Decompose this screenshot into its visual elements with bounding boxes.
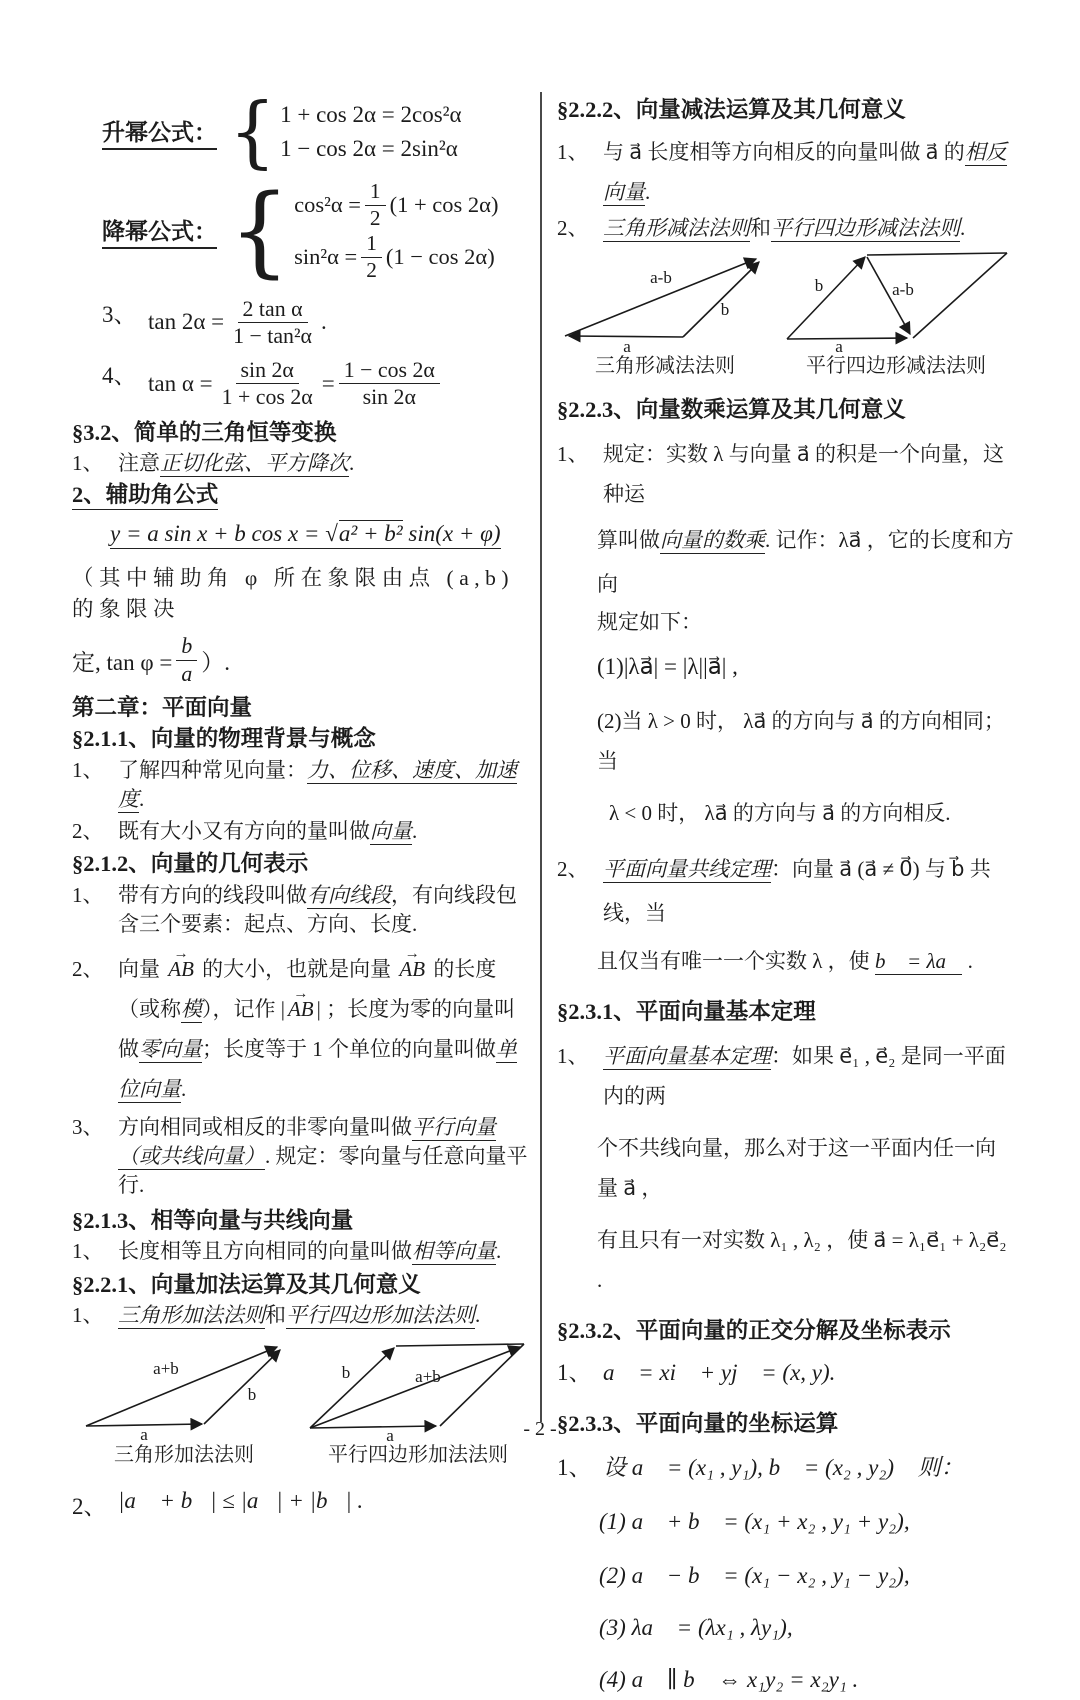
text: . <box>349 451 355 476</box>
underlined-term: 三角形减法法则 <box>603 216 750 240</box>
item-number: 1、 <box>557 1455 592 1480</box>
numerator: sin 2α <box>236 357 299 384</box>
aux-angle-formula-wrap <box>110 521 534 547</box>
fraction <box>228 296 317 349</box>
tan-double-angle-item <box>102 296 534 349</box>
underlined-term: 相等向量 <box>412 1238 496 1263</box>
section-2-2-2-heading: §2.2.2、向量减法运算及其几何意义 <box>557 97 906 122</box>
fraction <box>361 231 382 283</box>
vector-b-label: b <box>341 1362 351 1382</box>
text: 定, tan φ = <box>72 649 173 675</box>
formula-text: (1 + cos 2α) <box>389 192 499 218</box>
scalar-property-2b: λ < 0 时， λa⃗ 的方向与 a⃗ 的方向相反. <box>609 801 951 825</box>
vector-AB: AB → <box>168 949 194 989</box>
left-brace: { <box>229 174 291 289</box>
denominator: a <box>181 661 193 686</box>
numerator: 1 <box>365 179 386 206</box>
denominator: sin 2α <box>362 385 416 410</box>
text: 和 <box>750 216 771 240</box>
text: 向量 <box>118 956 166 981</box>
text: 了解四种常见向量： <box>118 757 307 782</box>
vector-diff-label: a-b <box>892 280 914 299</box>
coordinate-op-2: (2) a⃗ − b⃗ = (x₁ − x₂ , y₁ − y₂), <box>599 1563 910 1588</box>
subtraction-diagrams <box>559 249 1015 377</box>
text: 注意 <box>118 451 160 476</box>
aux-angle-note-line1: （其中辅助角 φ 所在象限由点 (a,b) 的象限决 <box>72 566 515 622</box>
vector-magnitude-item <box>72 949 534 1109</box>
triangle-subtraction-diagram <box>559 249 771 355</box>
underlined-term: 零向量 <box>139 1036 202 1061</box>
formula-text: sin(x + φ) <box>402 521 501 547</box>
parallelogram-subtraction-figure <box>781 249 1011 377</box>
text: 与 a⃗ 长度相等方向相反的向量叫做 a⃗ 的 <box>603 140 965 164</box>
formula-line <box>294 231 498 283</box>
formula-text: y = a sin x + b cos x = <box>110 521 326 547</box>
vector-a-label: a <box>140 1424 148 1444</box>
scalar-multiplication-item <box>557 434 1015 514</box>
column-divider <box>540 92 542 1422</box>
section-2-3-3-heading: §2.3.3、平面向量的坐标运算 <box>557 1411 839 1436</box>
radicand: a² + b² <box>338 521 403 547</box>
numerator: 2 tan α <box>238 296 308 323</box>
list-item <box>72 1113 534 1200</box>
text: 的大小，也就是向量 <box>196 956 397 981</box>
page-number: - 2 - <box>523 1418 557 1440</box>
chapter-2-heading: 第二章：平面向量 <box>72 694 253 720</box>
text: | ；长度为零的向量叫做 <box>118 996 516 1061</box>
item-number: 2、 <box>72 1493 107 1519</box>
text: 算叫做 <box>597 528 660 552</box>
item-number: 4、 <box>102 362 137 388</box>
parallelogram-addition-caption: 平行四边形加法法则 <box>328 1443 508 1466</box>
denominator: 2 <box>366 257 377 282</box>
list-item <box>557 214 1015 243</box>
vector-a-label: a <box>623 337 631 356</box>
item-text <box>118 1113 534 1200</box>
item-text <box>118 949 534 1109</box>
note-item <box>72 449 534 478</box>
section-3-2-heading: §3.2、简单的三角恒等变换 <box>72 420 337 446</box>
triangle-inequality-formula: |a⃗ + b⃗| ≤ |a⃗| + |b⃗| . <box>118 1487 364 1513</box>
text: . <box>412 818 418 843</box>
item-number: 1、 <box>72 451 104 476</box>
text: 和 <box>265 1302 286 1327</box>
text: 长度相等且方向相同的向量叫做 <box>118 1238 412 1263</box>
numerator: 1 − cos 2α <box>339 357 440 384</box>
item-text <box>118 1301 534 1330</box>
fundamental-theorem-line2: 个不共线向量，那么对于这一平面内任一向量 a⃗ ， <box>597 1136 996 1200</box>
vector-a-label: a <box>386 1425 394 1445</box>
scalar-multiplication-line2 <box>557 518 1015 606</box>
item-text <box>118 881 534 939</box>
vectors-definition-formula: 设 a⃗ = (x₁ , y₁), b⃗ = (x₂ , y₂)， 则： <box>603 1455 964 1480</box>
aux-angle-heading-wrap <box>72 480 534 509</box>
item-number: 2、 <box>557 216 589 240</box>
denominator: 2 <box>369 205 381 230</box>
fraction <box>339 357 440 410</box>
underlined-term: 三角形加法法则 <box>118 1302 265 1327</box>
text: ，有向线段包含三个要素：起点、方向、长度. <box>118 882 517 936</box>
formula-text: . <box>320 309 327 335</box>
text: 带有方向的线段叫做 <box>118 882 307 907</box>
text: . <box>960 216 966 240</box>
vector-diff-label: a-b <box>650 268 672 287</box>
triangle-subtraction-caption: 三角形减法法则 <box>595 355 735 377</box>
text: . 记作：λa⃗ ，它的长度和方向 <box>597 528 1014 596</box>
list-item <box>72 881 534 939</box>
collinear-theorem-line2 <box>557 941 1015 981</box>
right-column <box>557 0 1015 1700</box>
raise-power-label: 升幂公式： <box>102 114 217 150</box>
underlined-term: 平面向量共线定理 <box>603 857 771 881</box>
fraction <box>365 179 386 231</box>
item-number: 3、 <box>72 1114 104 1139</box>
section-2-2-3-heading: §2.2.3、向量数乘运算及其几何意义 <box>557 397 906 422</box>
item-text <box>603 214 1015 243</box>
text: . 规定：零向量与任意向量平行. <box>118 1143 528 1197</box>
item-number: 1、 <box>557 442 589 466</box>
vector-b-label: b <box>247 1384 257 1404</box>
text: . <box>496 1238 502 1263</box>
section-2-2-1-heading: §2.2.1、向量加法运算及其几何意义 <box>72 1271 421 1297</box>
item-number: 1、 <box>72 1302 104 1327</box>
text: ：如果 e⃗₁ , e⃗₂ 是同一平面内的两 <box>603 1044 1006 1108</box>
vector-a-label: a <box>835 337 843 356</box>
text: ）. <box>201 649 231 675</box>
section-2-3-1-heading: §2.3.1、平面向量基本定理 <box>557 999 816 1024</box>
item-number: 3、 <box>102 301 137 327</box>
underlined-term: 单位向量 <box>118 1036 517 1101</box>
triangle-subtraction-figure <box>559 249 771 377</box>
fraction <box>176 633 197 686</box>
aux-angle-formula <box>110 521 501 549</box>
text: . <box>139 786 145 811</box>
underlined-term: 相反向量 <box>603 140 1007 204</box>
item-text <box>603 1036 1015 1116</box>
collinear-theorem-item <box>557 847 1015 935</box>
raise-power-block <box>102 86 534 178</box>
list-item <box>72 756 534 814</box>
formula-text: tan α = <box>148 370 213 396</box>
underlined-term: 模 <box>181 996 202 1021</box>
coordinate-representation-item <box>557 1353 1015 1393</box>
underlined-term: 平面向量基本定理 <box>603 1044 771 1068</box>
coordinate-operations-item <box>557 1448 1015 1488</box>
triangle-inequality-item <box>72 1488 534 1521</box>
item-number: 1、 <box>557 1044 589 1068</box>
left-column <box>72 0 534 1521</box>
formula-text: = <box>321 370 335 396</box>
formula-text: sin²α = <box>294 244 358 270</box>
text: ：向量 a⃗ (a⃗ ≠ 0⃗) 与 b⃗ 共线，当 <box>603 857 991 925</box>
text: . <box>962 949 973 973</box>
formula-line: 1 + cos 2α = 2cos²α <box>280 102 462 127</box>
addition-diagrams <box>78 1340 534 1466</box>
text: . <box>475 1302 481 1327</box>
raise-power-formulas <box>280 98 462 166</box>
triangle-addition-caption: 三角形加法法则 <box>114 1443 254 1466</box>
list-item <box>72 817 534 846</box>
vector-sum-label: a+b <box>153 1358 179 1378</box>
section-2-1-1-heading: §2.1.1、向量的物理背景与概念 <box>72 725 376 751</box>
underlined-term: 力、位移、速度、加速度 <box>118 757 517 811</box>
underlined-term: 平行向量（或共线向量） <box>118 1114 496 1168</box>
left-brace: { <box>229 86 277 178</box>
aux-angle-heading: 2、辅助角公式 <box>72 482 218 510</box>
numerator: b <box>176 633 197 660</box>
scalar-multiplication-line3: 规定如下： <box>597 610 702 634</box>
opposite-vector-item <box>557 132 1015 212</box>
formula-line <box>294 179 498 231</box>
text: . <box>645 180 651 204</box>
underlined-formula: b⃗ = λa⃗ <box>874 949 963 973</box>
parallelogram-subtraction-diagram <box>781 249 1011 355</box>
tan-half-identity-item <box>102 357 534 410</box>
text: . <box>181 1076 187 1101</box>
underlined-term: 平行四边形加法法则 <box>286 1302 475 1327</box>
item-number: 1、 <box>72 1238 104 1263</box>
formula-text: tan 2α = <box>148 309 225 335</box>
lower-power-formulas <box>294 179 498 284</box>
fundamental-theorem-line3: 有且只有一对实数 λ₁ , λ₂ ，使 a⃗ = λ₁e⃗₁ + λ₂e⃗₂ . <box>597 1228 1007 1292</box>
formula-line <box>148 357 444 410</box>
text: 且仅当有唯一一个实数 λ ，使 <box>597 949 875 973</box>
aux-angle-note-line2 <box>72 633 230 686</box>
parallelogram-addition-figure <box>304 1340 532 1466</box>
formula-text: cos²α = <box>294 192 361 218</box>
formula-line <box>148 296 327 349</box>
coordinate-op-4: (4) a⃗ ∥ b⃗ ⇔ x₁y₂ = x₂y₁ . <box>599 1667 859 1692</box>
fundamental-theorem-item <box>557 1036 1015 1116</box>
list-item <box>72 1237 534 1266</box>
scalar-property-1: (1)|λa⃗| = |λ||a⃗| , <box>597 654 738 679</box>
item-text <box>118 817 534 846</box>
underlined-term: 向量 <box>370 818 412 843</box>
denominator: 1 − tan²α <box>233 323 312 348</box>
lower-power-block <box>102 174 534 289</box>
list-item <box>72 1301 534 1330</box>
triangle-addition-figure <box>78 1340 290 1466</box>
item-text <box>118 756 534 814</box>
vector-AB: AB → <box>288 989 314 1029</box>
text: 既有大小又有方向的量叫做 <box>118 818 370 843</box>
underlined-term: 有向线段 <box>307 882 391 907</box>
item-text <box>118 1237 534 1266</box>
coordinate-op-3: (3) λa⃗ = (λx₁ , λy₁), <box>599 1615 793 1640</box>
item-text <box>603 132 1015 212</box>
item-number: 2、 <box>72 956 104 981</box>
text: ；长度等于 1 个单位的向量叫做 <box>202 1036 496 1061</box>
lower-power-label: 降幂公式： <box>102 213 217 249</box>
coordinate-formula: a⃗ = xi⃗ + yj⃗ = (x, y). <box>603 1360 836 1385</box>
vector-sum-label: a+b <box>415 1366 441 1386</box>
text: ），记作 | <box>202 996 285 1021</box>
item-number: 1、 <box>557 140 589 164</box>
item-number: 1、 <box>72 882 104 907</box>
section-2-1-3-heading: §2.1.3、相等向量与共线向量 <box>72 1207 354 1233</box>
parallelogram-subtraction-caption: 平行四边形减法法则 <box>806 355 986 377</box>
radical-sign: √ <box>325 521 338 547</box>
fraction <box>217 357 318 410</box>
item-number: 2、 <box>72 818 104 843</box>
underlined-term: 正切化弦、平方降次 <box>160 451 349 476</box>
denominator: 1 + cos 2α <box>221 385 313 410</box>
vector-AB: AB → <box>399 949 425 989</box>
item-number: 2、 <box>557 857 589 881</box>
item-number: 1、 <box>557 1360 592 1385</box>
formula-text: (1 − cos 2α) <box>385 244 495 270</box>
item-text <box>603 847 1015 935</box>
text: 方向相同或相反的非零向量叫做 <box>118 1114 412 1139</box>
underlined-term: 向量的数乘 <box>660 528 765 552</box>
item-text: 规定：实数 λ 与向量 a⃗ 的积是一个向量，这种运 <box>603 442 1005 506</box>
section-2-1-2-heading: §2.1.2、向量的几何表示 <box>72 850 309 876</box>
coordinate-op-1: (1) a⃗ + b⃗ = (x₁ + x₂ , y₁ + y₂), <box>599 1509 910 1534</box>
vector-b-label: b <box>720 300 730 319</box>
text: 的长度（或称 <box>118 956 497 1021</box>
scalar-property-2a: (2)当 λ > 0 时， λa⃗ 的方向与 a⃗ 的方向相同；当 <box>597 709 1005 773</box>
vector-b-label: b <box>814 276 824 295</box>
item-number: 1、 <box>72 757 104 782</box>
underlined-term: 平行四边形减法法则 <box>771 216 960 240</box>
formula-line: 1 − cos 2α = 2sin²α <box>280 136 458 161</box>
section-2-3-2-heading: §2.3.2、平面向量的正交分解及坐标表示 <box>557 1318 951 1343</box>
numerator: 1 <box>361 231 382 258</box>
item-text <box>118 449 534 478</box>
